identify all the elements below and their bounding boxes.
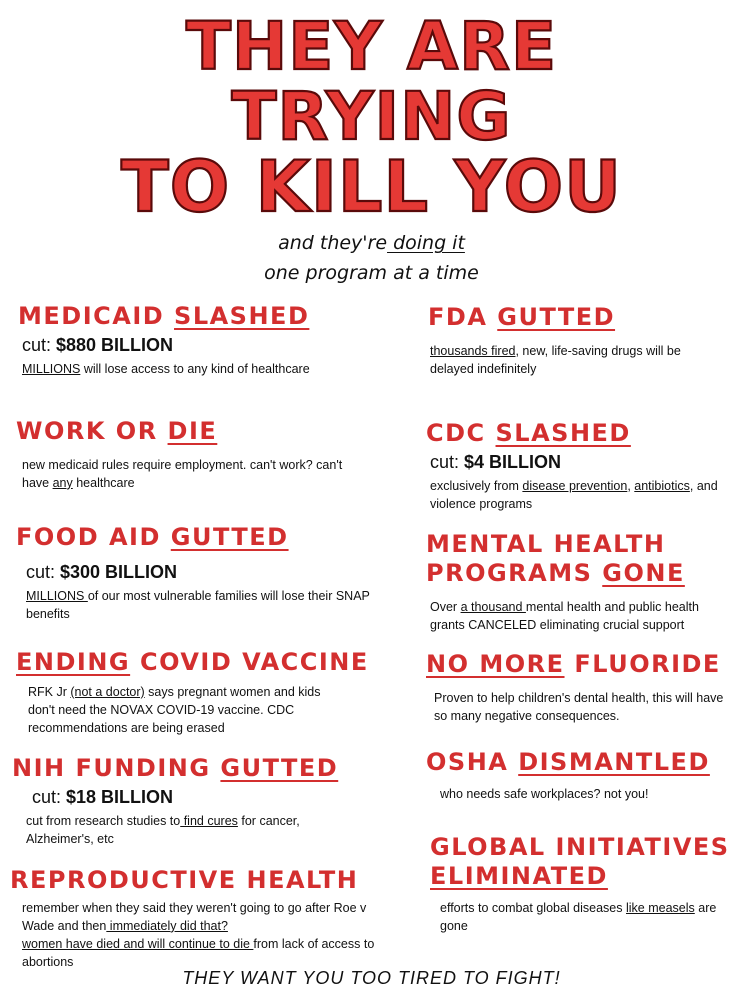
cut-amount: cut: $300 BILLION	[26, 561, 178, 582]
section-osha	[426, 748, 736, 803]
section-medicaid	[18, 302, 358, 378]
section-body: remember when they said they weren't going to go after Roe v Wade and then immediately did that? women have died and will continue to die from lack of access to abortions	[22, 900, 375, 970]
headline-line-3: TO KILL YOU	[120, 146, 623, 228]
section-title: REPRODUCTIVE HEALTH	[10, 866, 359, 894]
tagline-pre: and they're	[278, 232, 388, 254]
section-body: new medicaid rules require employment. can't work? can't have any healthcare	[22, 457, 343, 490]
section-title: MEDICAID SLASHED	[18, 302, 310, 330]
section-reproductive-health	[10, 866, 380, 971]
section-covid-vaccine	[16, 648, 369, 737]
section-title: CDC SLASHED	[426, 419, 631, 447]
footer-slogan: THEY WANT YOU TOO TIRED TO FIGHT!	[182, 968, 561, 988]
cut-amount: cut: $18 BILLION	[32, 786, 174, 807]
cut-amount: cut: $4 BILLION	[430, 451, 562, 472]
section-body: MILLIONS of our most vulnerable families will lose their SNAP benefits	[26, 588, 370, 621]
section-body: MILLIONS will lose access to any kind of healthcare	[22, 361, 310, 376]
section-body: who needs safe workplaces? not you!	[440, 786, 649, 801]
section-nih-funding	[12, 754, 362, 848]
section-cdc	[426, 419, 736, 513]
section-title: WORK OR DIE	[16, 417, 218, 445]
section-title-line-1: MENTAL HEALTH	[426, 530, 666, 558]
headline-line-2: TRYING	[231, 78, 512, 155]
section-body: RFK Jr (not a doctor) says pregnant women and kids don't need the NOVAX COVID-19 vaccine. CDC recommendations are being erased	[28, 684, 321, 736]
section-title-line-1: GLOBAL INITIATIVES	[430, 833, 730, 861]
tagline-line-2: one program at a time	[264, 262, 479, 284]
section-title: ENDING COVID VACCINE	[16, 648, 369, 676]
section-title: FOOD AID GUTTED	[16, 523, 289, 551]
section-mental-health	[426, 530, 736, 634]
section-title-line-2: PROGRAMS GONE	[426, 558, 685, 587]
cut-amount: cut: $880 BILLION	[22, 334, 174, 355]
section-body: thousands fired, new, life-saving drugs will be delayed indefinitely	[430, 343, 681, 376]
section-body: exclusively from disease prevention, antibiotics, and violence programs	[430, 478, 718, 511]
headline-line-1: THEY ARE	[185, 8, 558, 85]
section-food-aid	[16, 523, 376, 623]
section-global-initiatives	[430, 833, 730, 935]
section-title: OSHA DISMANTLED	[426, 748, 710, 776]
tagline-underlined: doing it	[387, 232, 465, 254]
section-title: NIH FUNDING GUTTED	[12, 754, 339, 782]
section-title-line-2: ELIMINATED	[430, 861, 608, 890]
section-body: cut from research studies to find cures for cancer, Alzheimer's, etc	[26, 813, 300, 846]
section-title: FDA GUTTED	[428, 303, 616, 331]
section-body: efforts to combat global diseases like measels are gone	[440, 900, 717, 933]
section-fluoride	[426, 650, 736, 725]
section-body: Over a thousand mental health and public health grants CANCELED eliminating crucial support	[430, 599, 699, 632]
section-title: NO MORE FLUORIDE	[426, 650, 721, 678]
section-work-or-die	[16, 417, 366, 492]
tagline-line-1	[0, 232, 743, 254]
section-body: Proven to help children's dental health, this will have so many negative consequences.	[434, 690, 724, 723]
section-fda	[428, 303, 728, 378]
